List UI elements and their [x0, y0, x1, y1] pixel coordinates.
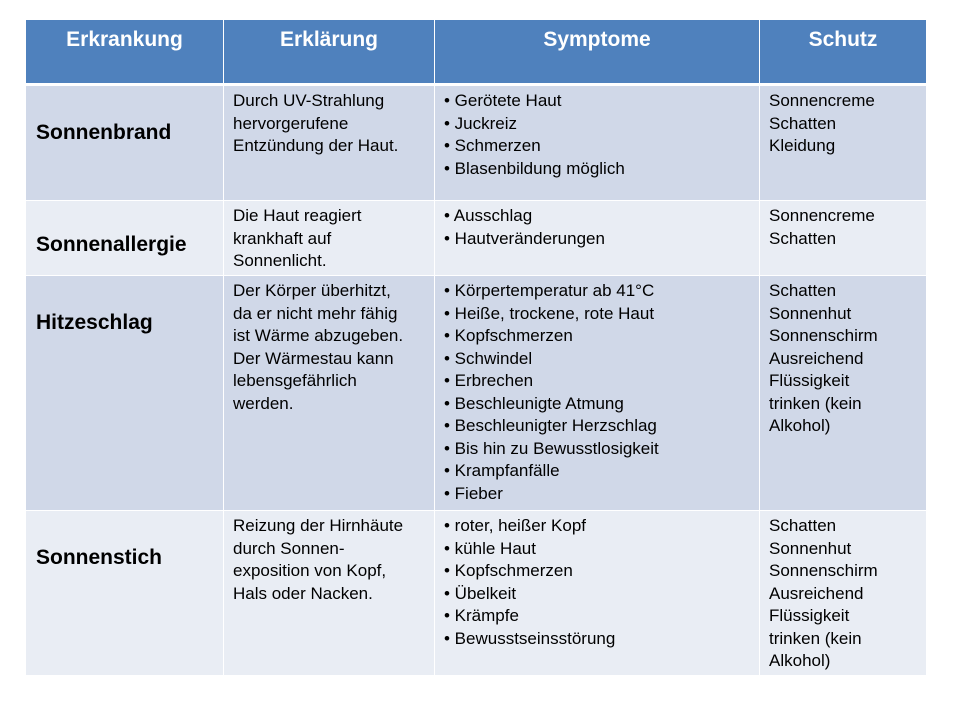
explanation-line: lebensgefährlich — [233, 371, 357, 390]
symptom-item: • Übelkeit — [444, 583, 517, 603]
symptom-item: • roter, heißer Kopf — [444, 516, 587, 535]
protection-item: Schatten — [769, 516, 837, 535]
symptom-item: • Beschleunigte Atmung — [444, 393, 624, 413]
symptom-item: • Blasenbildung möglich — [444, 158, 625, 178]
protection-item: trinken (kein — [769, 628, 862, 648]
explanation-line: Reizung der Hirnhäute — [233, 516, 404, 535]
header-erkrankung: Erkrankung — [26, 20, 224, 86]
disease-name: Sonnenbrand — [26, 86, 224, 201]
table-row — [26, 86, 926, 201]
symptoms-cell — [435, 511, 760, 676]
symptom-item: • Kopfschmerzen — [444, 561, 573, 580]
protection-cell — [760, 511, 926, 676]
protection-cell — [760, 276, 926, 511]
protection-item: Sonnencreme — [769, 91, 875, 110]
protection-item: trinken (kein — [769, 393, 862, 413]
protection-item: Sonnencreme — [769, 206, 875, 225]
symptom-item: • Bewusstseinsstörung — [444, 628, 616, 648]
symptom-item: • Erbrechen — [444, 371, 534, 390]
explanation-cell — [224, 511, 435, 676]
symptom-item: • Krämpfe — [444, 606, 519, 625]
sun-illness-table — [26, 20, 926, 676]
explanation-line: werden. — [233, 393, 294, 413]
explanation-line: Sonnenlicht. — [233, 251, 327, 270]
protection-item: Alkohol) — [769, 651, 831, 670]
protection-item: Sonnenschirm — [769, 561, 878, 580]
explanation-cell — [224, 201, 435, 276]
explanation-line: da er nicht mehr fähig — [233, 303, 398, 323]
explanation-line: hervorgerufene — [233, 113, 349, 133]
protection-cell — [760, 201, 926, 276]
symptom-item: • Bis hin zu Bewusstlosigkeit — [444, 438, 659, 458]
table-row — [26, 276, 926, 511]
symptom-item: • Gerötete Haut — [444, 91, 562, 110]
symptoms-cell — [435, 276, 760, 511]
table-row — [26, 201, 926, 276]
symptoms-cell — [435, 86, 760, 201]
protection-item: Ausreichend — [769, 348, 864, 368]
symptom-item: • Fieber — [444, 483, 503, 503]
symptom-item: • Juckreiz — [444, 113, 518, 133]
symptom-item: • Schwindel — [444, 348, 533, 368]
protection-cell — [760, 86, 926, 201]
protection-item: Sonnenhut — [769, 538, 852, 558]
explanation-cell — [224, 276, 435, 511]
symptom-item: • Ausschlag — [444, 206, 533, 225]
explanation-line: Hals oder Nacken. — [233, 583, 373, 603]
explanation-cell — [224, 86, 435, 201]
symptoms-cell — [435, 201, 760, 276]
protection-item: Alkohol) — [769, 416, 831, 435]
protection-item: Flüssigkeit — [769, 606, 850, 625]
table-row — [26, 511, 926, 676]
protection-item: Ausreichend — [769, 583, 864, 603]
protection-item: Schatten — [769, 228, 837, 248]
header-schutz: Schutz — [760, 20, 926, 86]
disease-name: Sonnenallergie — [26, 201, 224, 276]
explanation-line: exposition von Kopf, — [233, 561, 387, 580]
explanation-line: ist Wärme abzugeben. — [233, 326, 404, 345]
explanation-line: krankhaft auf — [233, 228, 332, 248]
symptom-item: • Kopfschmerzen — [444, 326, 573, 345]
explanation-line: Der Wärmestau kann — [233, 348, 394, 368]
symptom-item: • Körpertemperatur ab 41°C — [444, 281, 655, 300]
symptom-item: • Krampfanfälle — [444, 461, 560, 480]
symptom-item: • kühle Haut — [444, 538, 536, 558]
protection-item: Flüssigkeit — [769, 371, 850, 390]
header-symptome: Symptome — [435, 20, 760, 86]
explanation-line: durch Sonnen- — [233, 538, 345, 558]
symptom-item: • Schmerzen — [444, 136, 541, 155]
explanation-line: Die Haut reagiert — [233, 206, 362, 225]
disease-name: Hitzeschlag — [26, 276, 224, 511]
header-erklaerung: Erklärung — [224, 20, 435, 86]
protection-item: Schatten — [769, 281, 837, 300]
explanation-line: Durch UV-Strahlung — [233, 91, 385, 110]
explanation-line: Der Körper überhitzt, — [233, 281, 391, 300]
protection-item: Sonnenhut — [769, 303, 852, 323]
explanation-line: Entzündung der Haut. — [233, 136, 399, 155]
disease-name: Sonnenstich — [26, 511, 224, 676]
symptom-item: • Heiße, trockene, rote Haut — [444, 303, 655, 323]
protection-item: Schatten — [769, 113, 837, 133]
header-row — [26, 20, 926, 86]
symptom-item: • Beschleunigter Herzschlag — [444, 416, 657, 435]
protection-item: Sonnenschirm — [769, 326, 878, 345]
symptom-item: • Hautveränderungen — [444, 228, 605, 248]
protection-item: Kleidung — [769, 136, 836, 155]
